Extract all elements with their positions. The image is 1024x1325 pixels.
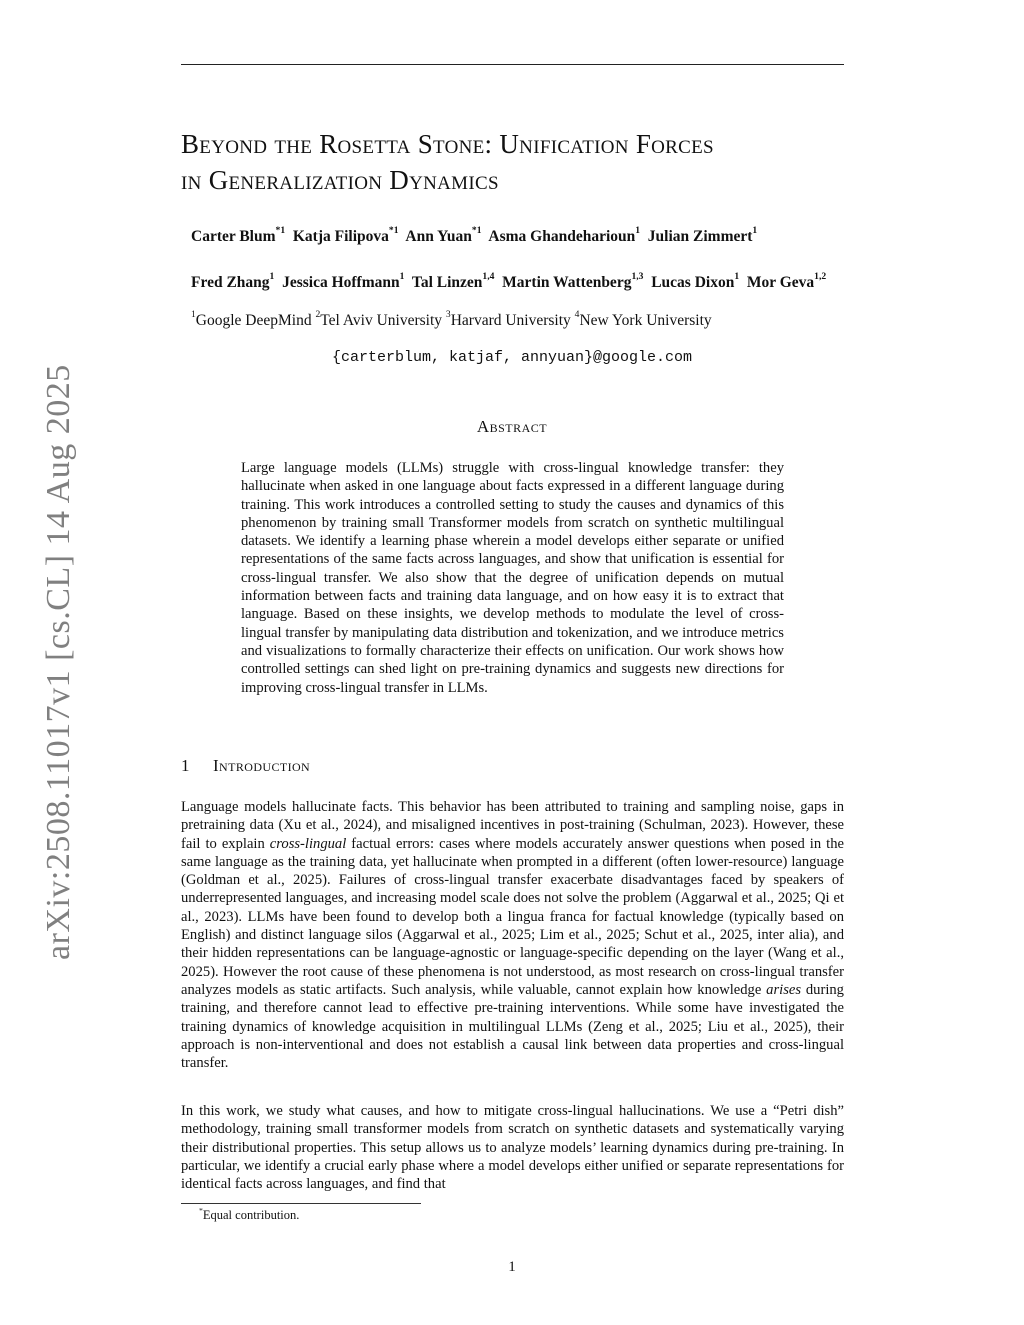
arxiv-sidebar-stamp: arXiv:2508.11017v1 [cs.CL] 14 Aug 2025	[40, 364, 77, 960]
affiliation: $^2$Tel Aviv University	[315, 309, 443, 329]
author: Mor Geva$^{1,2}$	[746, 271, 827, 291]
author: Martin Wattenberg$^{1,3}$	[502, 271, 644, 291]
footnote: *Equal contribution.	[199, 1205, 300, 1222]
page-number: 1	[508, 1259, 516, 1275]
abstract-heading: Abstract	[476, 417, 548, 436]
affiliation: $^1$Google DeepMind	[191, 309, 312, 329]
contact-email: {carterblum, katjaf, annyuan}@google.com	[331, 349, 693, 366]
author: Tal Linzen$^{1,4}$	[411, 271, 495, 291]
author: Ann Yuan$^{*1}$	[405, 225, 482, 245]
author: Asma Ghandeharioun$^1$	[488, 225, 641, 245]
section-heading-introduction	[181, 756, 310, 776]
intro-paragraph-1: Language models hallucinate facts. This behavior has been attributed to training and sampling noise, gaps in pretraining data (Xu et al., 2024), and misaligned incentives in post-training (Schulman, 2023). However, these fail to explain cross-lingual factual errors: cases where models accurately answer questions when posed in the same language as the training data, yet hallucinate when prompted in a different (often lower-resource) language (Goldman et al., 2025). Failures of cross-lingual transfer exacerbate disadvantages faced by speakers of underrepresented languages, and increasing model scale does not solve the problem (Aggarwal et al., 2025; Qi et al., 2023). LLMs have been found to develop both a lingua franca for factual knowledge (typically based on English) and distinct language silos (Aggarwal et al., 2025; Lim et al., 2025; Schut et al., 2025, inter alia), and their hidden representations can be language-agnostic or language-specific depending on the layer (Wang et al., 2025). However the root cause of these phenomena is not understood, as most research on cross-lingual transfer analyzes models as static artifacts. Such analysis, while valuable, cannot explain how knowledge arises during training, and therefore cannot lead to effective pre-training interventions. While some have investigated the training dynamics of knowledge acquisition in multilingual LLMs (Zeng et al., 2025; Liu et al., 2025), their approach is non-interventional and does not establish a causal link between data properties and cross-lingual transfer.	[181, 799, 844, 1072]
author: Jessica Hoffmann$^1$	[282, 271, 405, 291]
author-list-line-2	[191, 271, 911, 292]
title-line-2: in Generalization Dynamics	[181, 165, 499, 195]
emphasis: arises	[766, 981, 802, 998]
author-list-line-1	[191, 225, 911, 246]
section-title: Introduction	[213, 756, 311, 775]
title-line-1: Beyond the Rosetta Stone: Unification Forces	[181, 129, 714, 159]
intro-paragraph-2: In this work, we study what causes, and how to mitigate cross-lingual hallucinations. We use a “Petri dish” methodology, training small transformer models from scratch on synthetic datasets and systematically varying their distributional properties. This setup allows us to analyze models’ learning dynamics during pre-training. In particular, we identify a crucial early phase where a model develops either unified or separate representations for identical facts across languages, and find that	[181, 1103, 844, 1193]
header-rule	[181, 64, 844, 65]
footnote-rule	[181, 1203, 421, 1204]
section-number: 1	[181, 756, 190, 775]
affiliation: $^3$Harvard University	[445, 309, 571, 329]
affiliation: $^4$New York University	[574, 309, 712, 329]
emphasis: cross-lingual	[269, 835, 347, 852]
paper-title	[181, 126, 881, 198]
author: Fred Zhang$^1$	[191, 271, 275, 291]
author: Carter Blum$^{*1}$	[191, 225, 286, 245]
author: Julian Zimmert$^1$	[647, 225, 758, 245]
author: Katja Filipova$^{*1}$	[292, 225, 399, 245]
abstract-text: Large language models (LLMs) struggle with cross-lingual knowledge transfer: they hallucinate when asked in one language about facts expressed in a different language during training. This work introduces a controlled setting to study the causes and dynamics of this phenomenon by training small Transformer models from scratch on synthetic multilingual datasets. We identify a learning phase wherein a model develops either separate or unified representations of the same facts across languages, and show that unification is essential for cross-lingual transfer. We also show that the degree of unification depends on mutual information between facts and training data language, and on how easy it is to extract that language. Based on these insights, we develop methods to modulate the level of cross-lingual transfer by manipulating data distribution and tokenization, and we introduce metrics and visualizations to formally characterize their effects on unification. Our work shows how controlled settings can shed light on pre-training dynamics and suggests new directions for improving cross-lingual transfer in LLMs.	[241, 460, 784, 696]
author: Lucas Dixon$^1$	[651, 271, 740, 291]
affiliations	[191, 309, 712, 330]
